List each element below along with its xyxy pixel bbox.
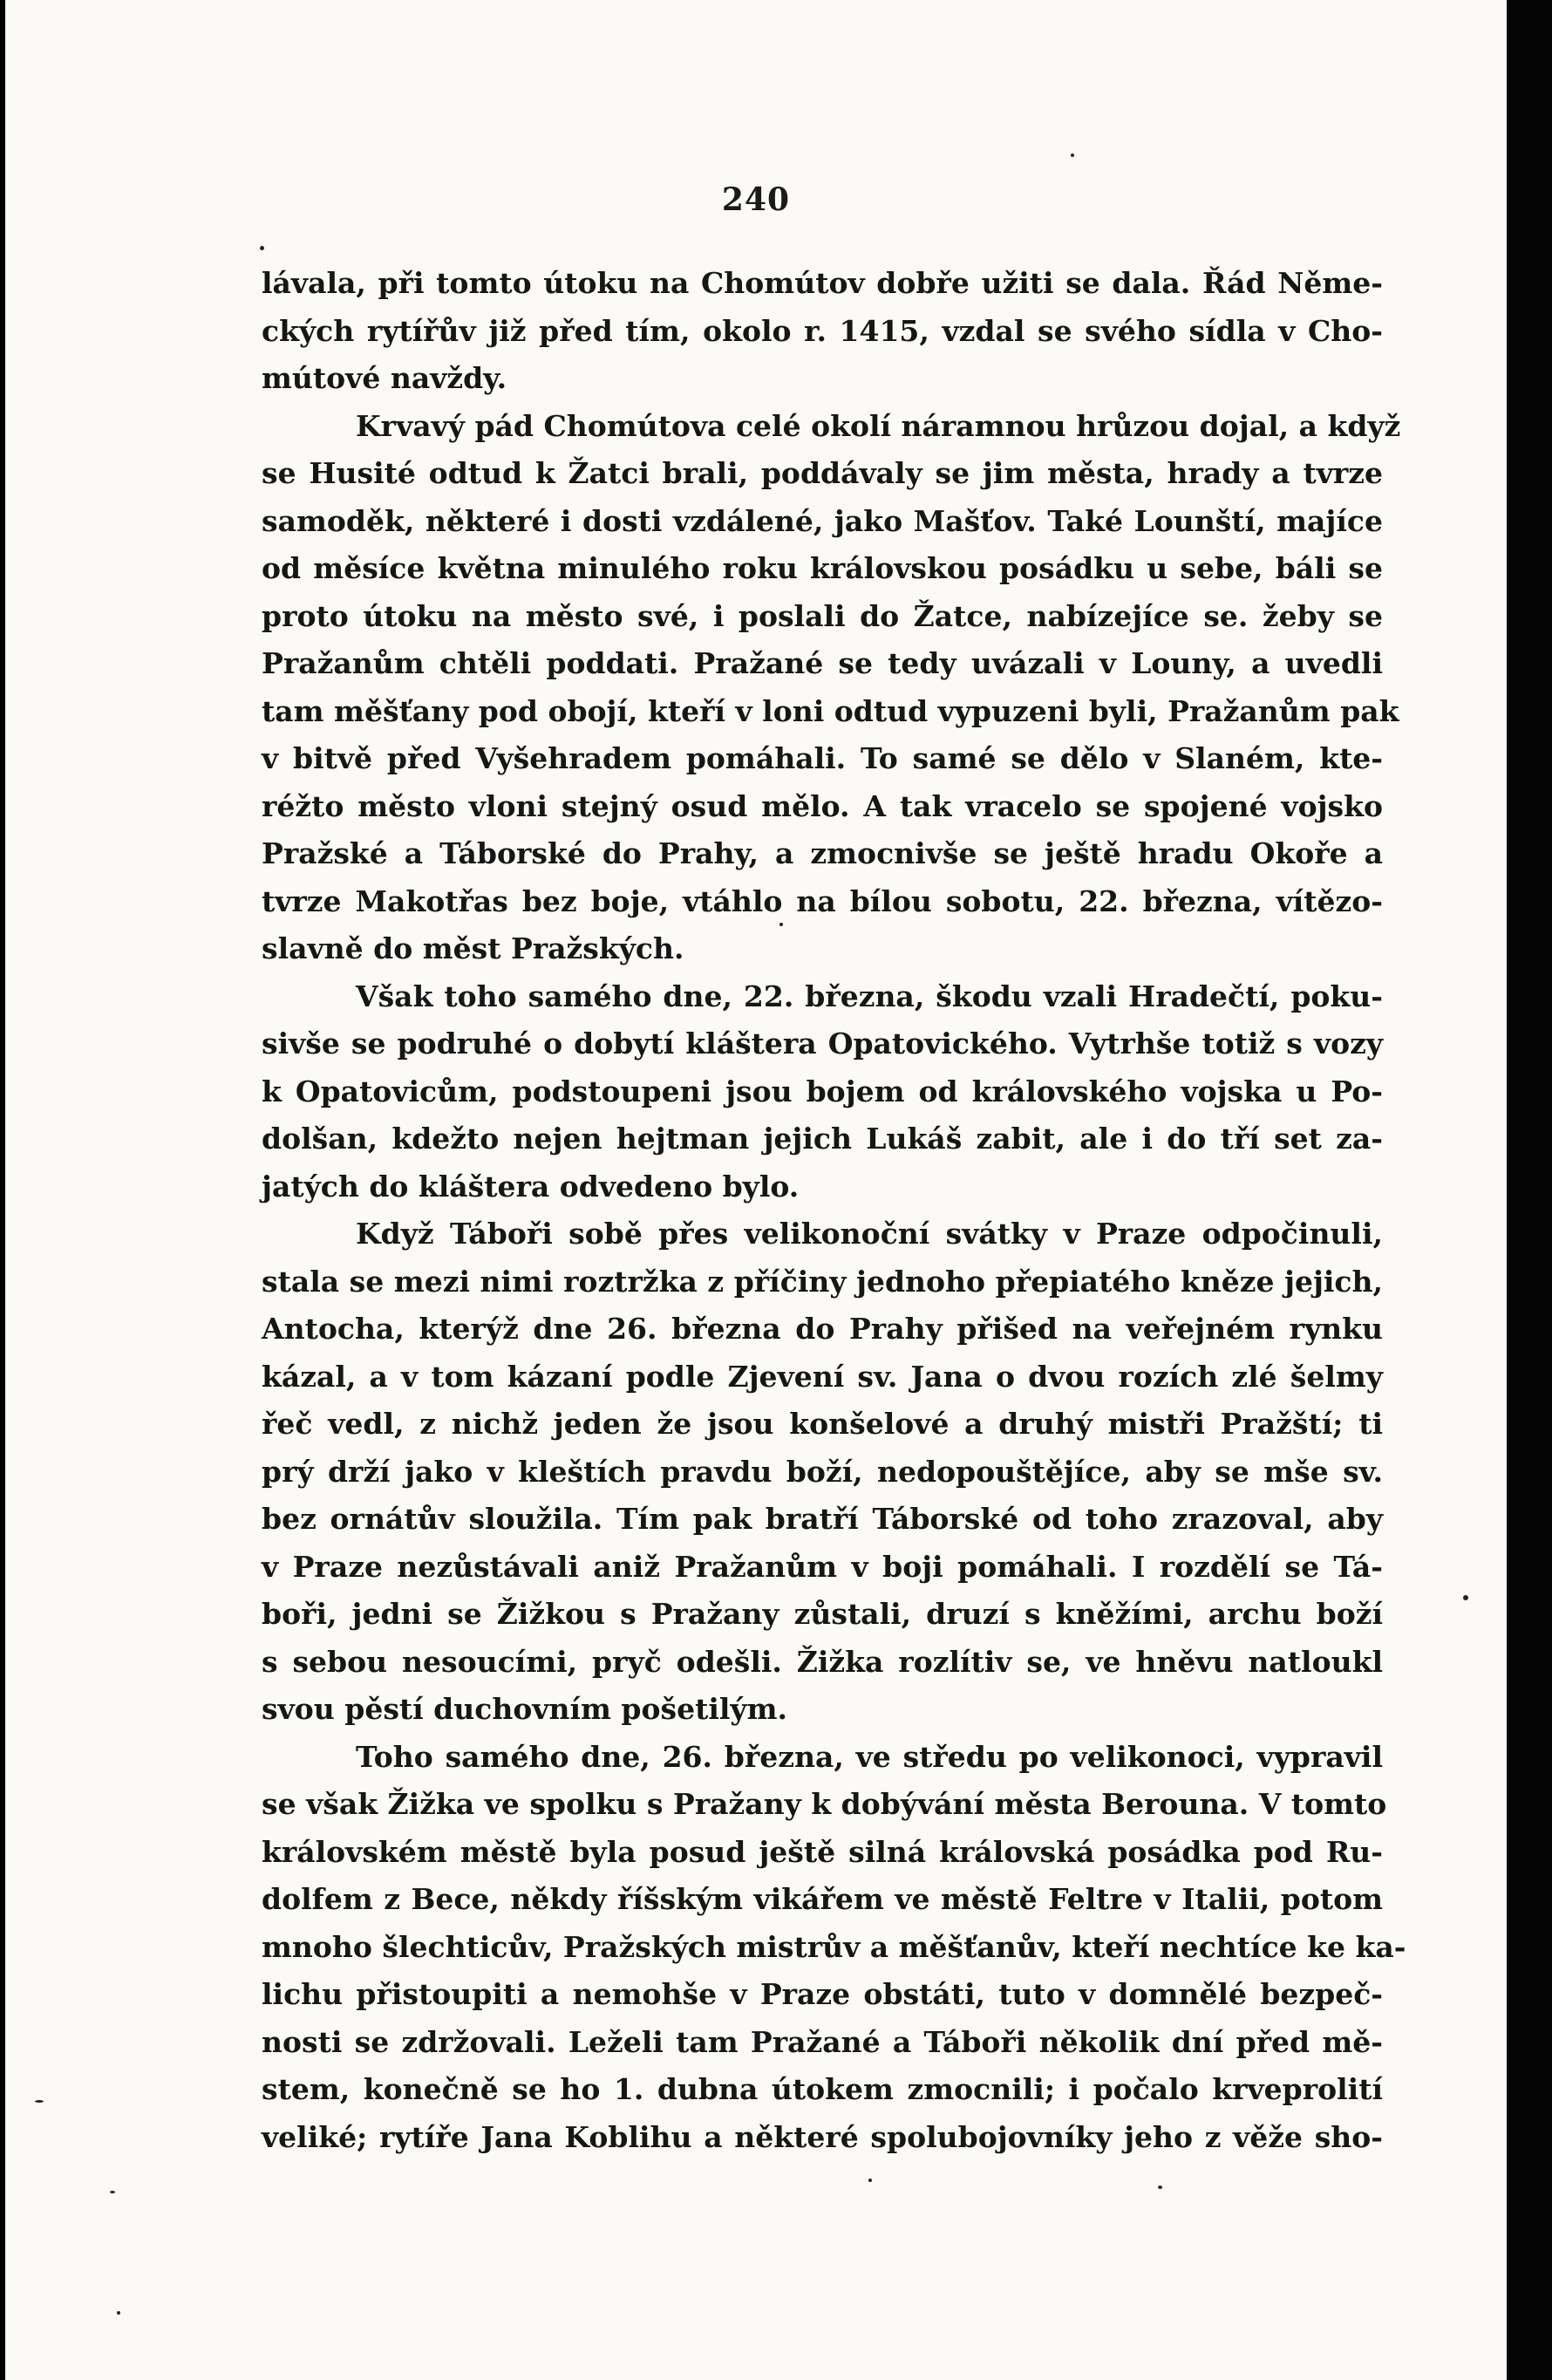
text-line: královském městě byla posud ještě silná královská posádka pod Ru- [262, 1834, 1383, 1869]
scan-speck [1158, 2186, 1162, 2189]
text-line: v Praze nezůstávali aniž Pražanům v boji pomáhali. I rozdělí se Tá- [262, 1549, 1383, 1584]
text-line: Krvavý pád Chomútova celé okolí náramnou hrůzou dojal, a když [356, 408, 1401, 443]
text-line: Toho samého dne, 26. března, ve středu po velikonoci, vypravil [356, 1739, 1383, 1774]
text-line: mnoho šlechticův, Pražských mistrův a měšťanův, kteří nechtíce ke ka- [262, 1929, 1406, 1964]
text-line: sivše se podruhé o dobytí kláštera Opatovického. Vytrhše totiž s vozy [262, 1026, 1383, 1060]
document-page [5, 0, 1507, 2380]
text-line: svou pěstí duchovním pošetilým. [262, 1692, 787, 1726]
text-line: prý drží jako v kleštích pravdu boží, nedopouštějíce, aby se mše sv. [262, 1454, 1383, 1489]
text-line: kázal, a v tom kázaní podle Zjevení sv. Jana o dvou rozích zlé šelmy [262, 1359, 1383, 1394]
text-line: ckých rytířův již před tím, okolo r. 1415, vzdal se svého sídla v Cho- [262, 313, 1383, 348]
text-line: veliké; rytíře Jana Koblihu a některé spolubojovníky jeho z věže sho- [262, 2119, 1383, 2154]
text-line: nosti se zdržovali. Leželi tam Pražané a Táboři několik dní před mě- [262, 2024, 1383, 2059]
text-line: k Opatovicům, podstoupeni jsou bojem od královského vojska u Po- [262, 1074, 1383, 1108]
scan-speck [1463, 1595, 1468, 1600]
text-line: řeč vedl, z nichž jeden že jsou konšelové a druhý mistři Pražští; ti [262, 1407, 1383, 1441]
scan-speck [117, 2311, 120, 2315]
body-text [262, 260, 1406, 2161]
text-line: se Husité odtud k Žatci brali, poddávaly se jim města, hrady a tvrze [262, 456, 1383, 490]
text-line: od měsíce května minulého roku královskou posádku u sebe, báli se [262, 551, 1383, 585]
page-number: 240 [721, 181, 791, 218]
text-line: lichu přistoupiti a nemohše v Praze obstáti, tuto v domnělé bezpeč- [262, 1977, 1383, 2011]
text-line: dolfem z Bece, někdy říšským vikářem ve městě Feltre v Italii, potom [262, 1882, 1383, 1916]
text-line: slavně do měst Pražských. [262, 931, 684, 965]
text-line: proto útoku na město své, i poslali do Žatce, nabízejíce se. žeby se [262, 598, 1383, 633]
text-line: Však toho samého dne, 22. března, škodu vzali Hradečtí, poku- [356, 979, 1383, 1013]
text-line: Pražanům chtěli poddati. Pražané se tedy uvázali v Louny, a uvedli [262, 646, 1383, 680]
text-line: Když Táboři sobě přes velikonoční svátky v Praze odpočinuli, [356, 1217, 1383, 1251]
text-line: réžto město vloni stejný osud mělo. A tak vracelo se spojené vojsko [262, 788, 1383, 823]
text-line: tvrze Makotřas bez boje, vtáhlo na bílou sobotu, 22. března, vítězo- [262, 883, 1383, 918]
text-line: s sebou nesoucími, pryč odešli. Žižka rozlítiv se, ve hněvu natloukl [262, 1644, 1383, 1679]
text-line: mútové navždy. [262, 361, 507, 395]
scan-speck [35, 2100, 44, 2103]
scan-speck [260, 246, 264, 250]
text-line: se však Žižka ve spolku s Pražany k dobývání města Berouna. V tomto [262, 1787, 1387, 1821]
text-line: stem, konečně se ho 1. dubna útokem zmocnili; i počalo krveprolití [262, 2072, 1383, 2106]
text-line: dolšan, kdežto nejen hejtman jejich Lukáš zabit, ale i do tří set za- [262, 1122, 1383, 1156]
scan-border [1507, 0, 1552, 2380]
text-line: boři, jedni se Žižkou s Pražany zůstali, druzí s kněžími, archu boží [262, 1597, 1383, 1631]
text-line: lávala, při tomto útoku na Chomútov dobře užiti se dala. Řád Něme- [262, 266, 1383, 300]
text-line: bez ornátův sloužila. Tím pak bratří Táborské od toho zrazoval, aby [262, 1502, 1383, 1536]
text-line: Antocha, kterýž dne 26. března do Prahy přišed na veřejném rynku [262, 1312, 1383, 1346]
text-line: jatých do kláštera odvedeno bylo. [262, 1169, 800, 1204]
text-line: samoděk, některé i dosti vzdálené, jako Mašťov. Také Lounští, majíce [262, 503, 1383, 538]
text-line: stala se mezi nimi roztržka z příčiny jednoho přepiatého kněze jejich, [262, 1264, 1383, 1299]
text-line: v bitvě před Vyšehradem pomáhali. To samé se dělo v Slaném, kte- [262, 741, 1383, 775]
scan-speck [868, 2179, 872, 2182]
text-line: Pražské a Táborské do Prahy, a zmocnivše se ještě hradu Okoře a [262, 836, 1383, 870]
text-line: tam měšťany pod obojí, kteří v loni odtud vypuzeni byli, Pražanům pak [262, 693, 1399, 728]
scan-speck [1071, 153, 1074, 157]
scan-speck [779, 923, 783, 926]
scan-speck [110, 2191, 115, 2193]
